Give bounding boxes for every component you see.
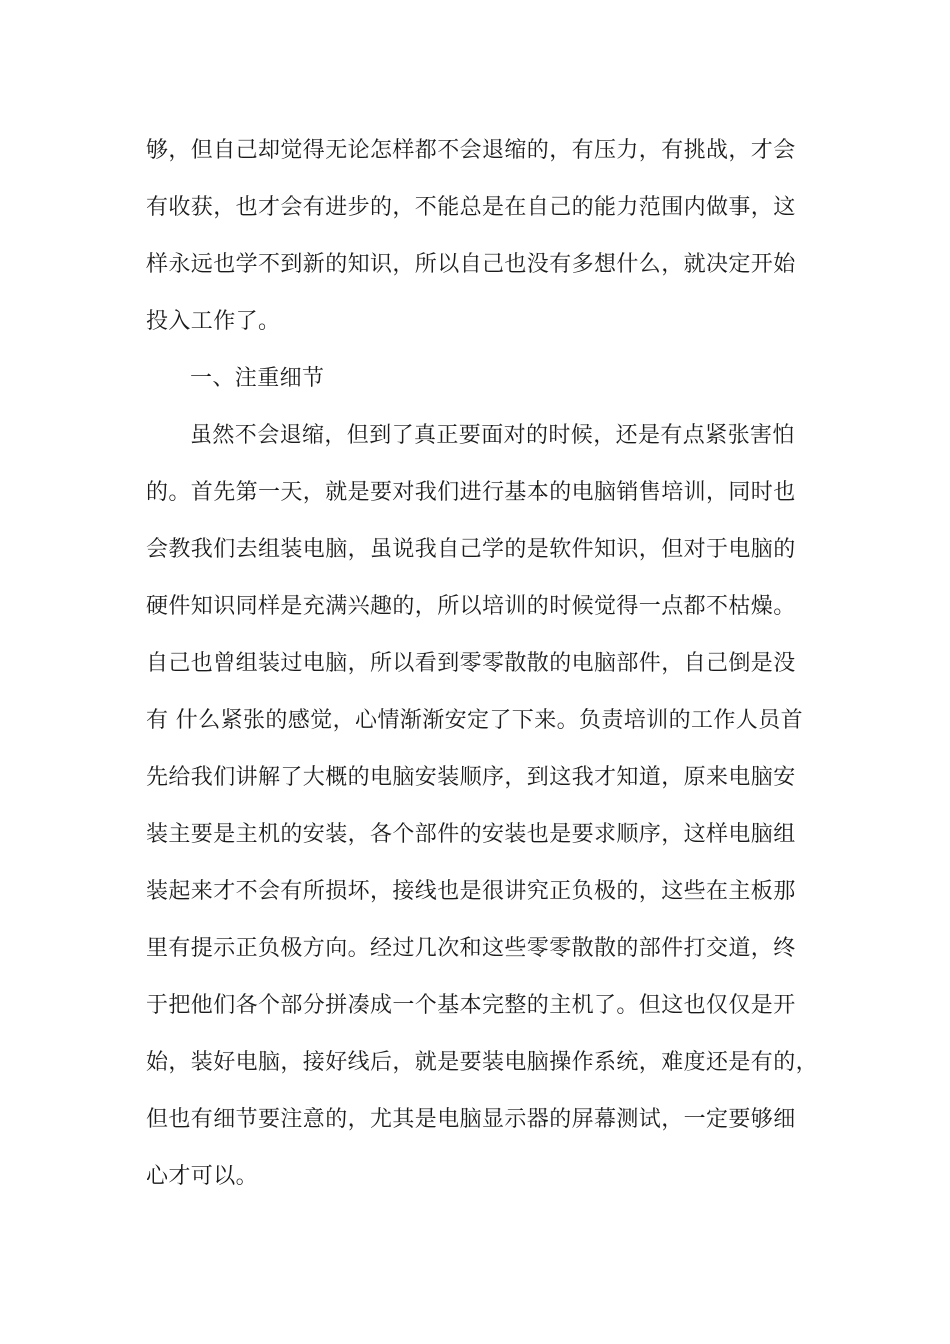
text-line: 始，装好电脑，接好线后，就是要装电脑操作系统，难度还是有的， (146, 1050, 819, 1075)
text-line: 有收获，也才会有进步的，不能总是在自己的能力范围内做事，这 (146, 195, 796, 220)
text-line: 装主要是主机的安装，各个部件的安装也是要求顺序，这样电脑组 (146, 822, 796, 847)
text-line: 自己也曾组装过电脑，所以看到零零散散的电脑部件，自己倒是没 (146, 651, 796, 676)
text-line: 装起来才不会有所损坏，接线也是很讲究正负极的，这些在主板那 (146, 879, 796, 904)
text-line: 会教我们去组装电脑，虽说我自己学的是软件知识，但对于电脑的 (146, 537, 796, 562)
text-line: 于把他们各个部分拼凑成一个基本完整的主机了。但这也仅仅是开 (146, 993, 796, 1018)
text-line: 硬件知识同样是充满兴趣的，所以培训的时候觉得一点都不枯燥。 (146, 594, 796, 619)
section-heading: 一、注重细节 (190, 366, 325, 391)
text-line: 的。首先第一天，就是要对我们进行基本的电脑销售培训，同时也 (146, 480, 796, 505)
text-line: 样永远也学不到新的知识，所以自己也没有多想什么，就决定开始 (146, 252, 796, 277)
text-line: 先给我们讲解了大概的电脑安装顺序，到这我才知道，原来电脑安 (146, 765, 796, 790)
text-line: 但也有细节要注意的，尤其是电脑显示器的屏幕测试，一定要够细 (146, 1107, 796, 1132)
paragraph-first-line: 虽然不会退缩，但到了真正要面对的时候，还是有点紧张害怕 (190, 423, 795, 448)
text-line: 里有提示正负极方向。经过几次和这些零零散散的部件打交道，终 (146, 936, 796, 961)
text-line: 心才可以。 (146, 1164, 259, 1189)
text-line: 投入工作了。 (146, 309, 281, 334)
text-line: 有 什么紧张的感觉，心情渐渐安定了下来。负责培训的工作人员首 (146, 708, 803, 733)
text-line: 够，但自己却觉得无论怎样都不会退缩的，有压力，有挑战，才会 (146, 138, 796, 163)
